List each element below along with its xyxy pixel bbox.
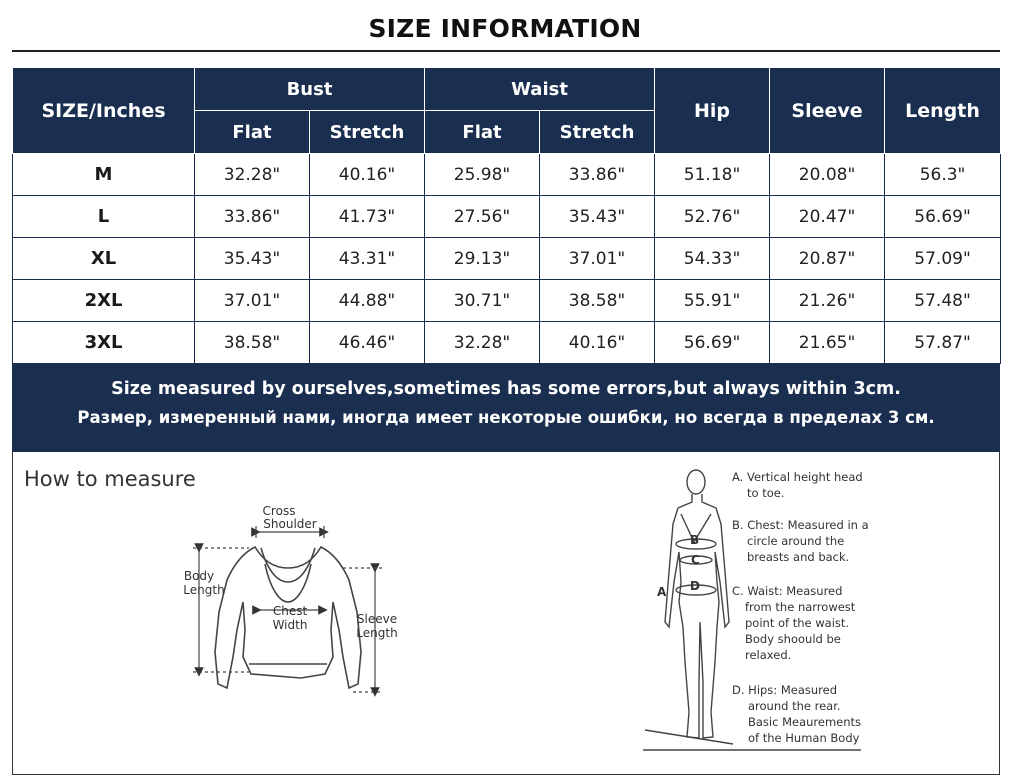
chest-width-label: Width [272,618,308,632]
sleeve-column-header: Sleeve [770,68,885,154]
hip-cell: 55.91" [655,280,770,322]
note-d: D. Hips: Measured [732,683,838,697]
marker-a: A [657,585,667,599]
note-d: around the rear. [748,699,841,713]
waist-stretch-header: Stretch [540,111,655,154]
waist-flat-cell: 25.98" [425,154,540,196]
length-cell: 56.69" [885,196,1001,238]
title-divider [12,50,1000,52]
table-row [13,196,1001,238]
hip-cell: 56.69" [655,322,770,364]
note-b: B. Chest: Measured in a [732,518,869,532]
marker-c: C [691,553,700,567]
note-c: from the narrowest [745,600,856,614]
waist-stretch-cell: 40.16" [540,322,655,364]
page-title: SIZE INFORMATION [368,14,642,43]
sleeve-cell: 20.08" [770,154,885,196]
waist-group-header: Waist [425,68,655,111]
bust-flat-cell: 33.86" [195,196,310,238]
sleeve-cell: 21.65" [770,322,885,364]
waist-stretch-cell: 33.86" [540,154,655,196]
bust-flat-header: Flat [195,111,310,154]
chest-width-label: Chest [272,604,308,618]
body-length-label: Body [183,569,215,583]
measure-diagrams [13,452,999,774]
bust-stretch-cell: 46.46" [310,322,425,364]
hip-cell: 54.33" [655,238,770,280]
bust-stretch-cell: 40.16" [310,154,425,196]
bust-flat-cell: 32.28" [195,154,310,196]
table-row [13,154,1001,196]
length-cell: 57.48" [885,280,1001,322]
note-c: relaxed. [745,648,792,662]
note-b: circle around the [747,534,845,548]
hip-cell: 51.18" [655,154,770,196]
bust-flat-cell: 35.43" [195,238,310,280]
sleeve-length-label: Length [356,626,398,640]
length-cell: 56.3" [885,154,1001,196]
bust-flat-cell: 38.58" [195,322,310,364]
waist-flat-cell: 32.28" [425,322,540,364]
sleeve-cell: 20.87" [770,238,885,280]
body-length-label: Length [183,583,225,597]
length-cell: 57.87" [885,322,1001,364]
waist-flat-cell: 27.56" [425,196,540,238]
note-russian: Размер, измеренный нами, иногда имеет некоторые ошибки, но всегда в пределах 3 см. [77,408,935,427]
waist-flat-cell: 30.71" [425,280,540,322]
size-chart-table [12,67,1001,364]
note-d: of the Human Body [748,731,860,745]
waist-stretch-cell: 37.01" [540,238,655,280]
bust-stretch-cell: 44.88" [310,280,425,322]
body-measurement-notes [732,470,869,745]
bust-stretch-header: Stretch [310,111,425,154]
note-b: breasts and back. [747,550,850,564]
length-cell: 57.09" [885,238,1001,280]
note-a: to toe. [747,486,785,500]
waist-stretch-cell: 38.58" [540,280,655,322]
note-c: C. Waist: Measured [732,584,843,598]
size-cell: 3XL [13,322,195,364]
bust-stretch-cell: 43.31" [310,238,425,280]
hip-cell: 52.76" [655,196,770,238]
sleeve-cell: 21.26" [770,280,885,322]
note-c: Body shoould be [745,632,841,646]
waist-flat-cell: 29.13" [425,238,540,280]
hip-column-header: Hip [655,68,770,154]
marker-b: B [690,533,700,547]
measurement-note-banner [12,363,1000,452]
bust-flat-cell: 37.01" [195,280,310,322]
size-cell: 2XL [13,280,195,322]
note-english: Size measured by ourselves,sometimes has some errors,but always within 3cm. [111,379,901,399]
cross-shoulder-label: Cross [262,504,296,518]
note-d: Basic Meaurements [748,715,862,729]
waist-stretch-cell: 35.43" [540,196,655,238]
marker-d: D [690,579,700,593]
table-row [13,322,1001,364]
bust-stretch-cell: 41.73" [310,196,425,238]
waist-flat-header: Flat [425,111,540,154]
size-cell: L [13,196,195,238]
how-to-measure-panel [12,452,1000,775]
size-column-header: SIZE/Inches [13,68,195,154]
size-cell: M [13,154,195,196]
cross-shoulder-label: Shoulder [263,517,317,531]
length-column-header: Length [885,68,1001,154]
sleeve-cell: 20.47" [770,196,885,238]
note-a: A. Vertical height head [732,470,863,484]
size-cell: XL [13,238,195,280]
sleeve-length-label: Sleeve [356,612,398,626]
bust-group-header: Bust [195,68,425,111]
table-row [13,280,1001,322]
table-row [13,238,1001,280]
how-to-measure-title: How to measure [24,467,196,491]
note-c: point of the waist. [745,616,850,630]
